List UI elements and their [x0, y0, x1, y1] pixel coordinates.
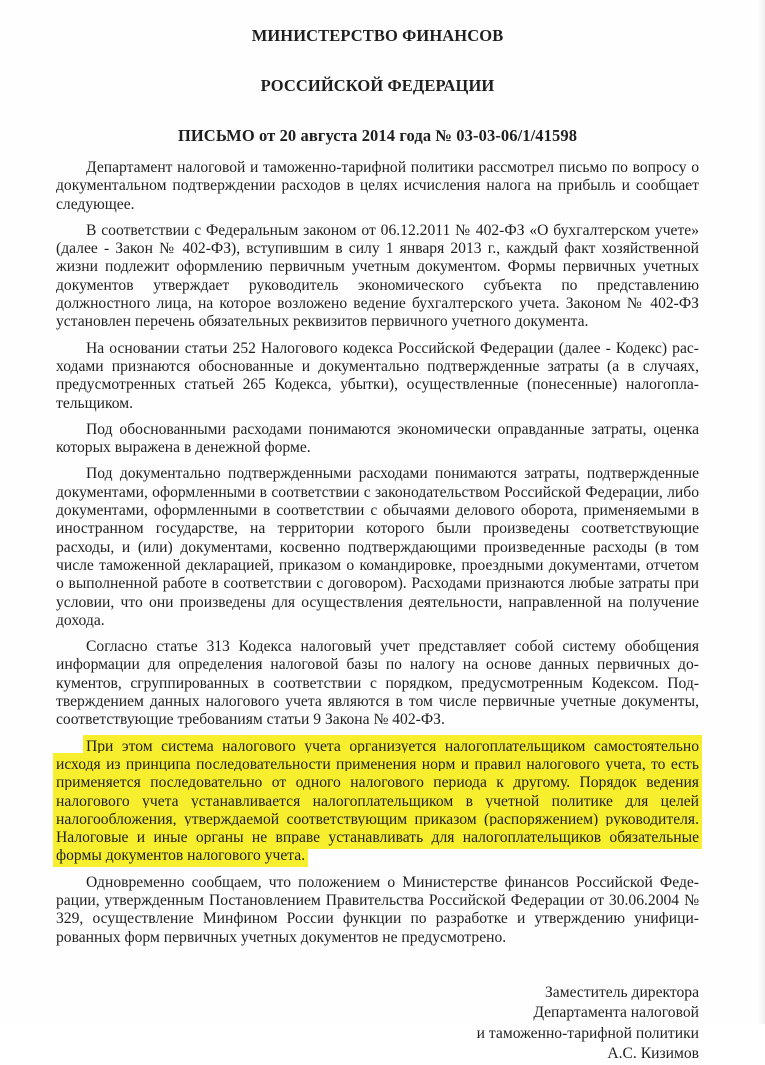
signature-position: Заместитель директора: [544, 983, 699, 1001]
highlighted-text: При этом система налогового учета организуется налогоплательщиком самостоятельно исходя из принципа последовательности применения норм и правил налогового учета, то есть применяется последовательно от одного налогового периода к другому. Порядок ведения налогового учета устанавливается налогоплательщиком в учетной политике для целей налогообложения, утверждаемой соответствующим приказом (распоряжением) руководителя. Налоговые и иные органы не вправе устанавливать для налогоплательщиков обязательные формы документов налогового учета.: [56, 737, 699, 865]
paragraph-justified-expenses: Под обоснованными расходами понимаются экономически оправданные затраты, оценка которых выражена в денежной форме.: [56, 420, 699, 457]
paragraph-closing: Одновременно сообщаем, что положением о Министерстве финансов Российской Федерации, утвержденным Постановлением Правительства Российской Федерации от 30.06.2004 № 329, осуществление Минфином России функции по разработке и утверждению унифицированных форм первичных учетных документов не предусмотрено.: [56, 873, 699, 946]
paragraph-intro: Департамент налоговой и таможенно-тарифной политики рассмотрел письмо по вопросу о документальном подтверждении расходов в целях исчисления налога на прибыль и сообщает следующее.: [56, 159, 699, 213]
paragraph-documented-expenses: Под документально подтвержденными расходами понимаются затраты, подтвержденные документами, оформленными в соответствии с законодательством Российской Федерации, либо документами, оформленными в соответствии с обычаями делового оборота, применяемыми в иностранном государстве, на территории которого были произведены соответствующие расходы, и (или) документами, косвенно подтверждающими произведенные расходы (в том числе таможенной декларацией, приказом о командировке, проездными документами, отчетом о выполненной работе в соответствии с договором). Расходами признаются любые затраты при условии, что они произведены для осуществления деятельности, направленной на получение дохода.: [56, 465, 699, 629]
highlighted-paragraph: [56, 738, 699, 866]
signature-department: Департамента налоговой: [533, 1004, 699, 1022]
federation-title: РОССИЙСКОЙ ФЕДЕРАЦИИ: [260, 76, 495, 95]
letter-title: ПИСЬМО от 20 августа 2014 года № 03-03-06/1/41598: [177, 126, 578, 145]
paragraph-law-402: В соответствии с Федеральным законом от 06.12.2011 № 402-ФЗ «О бухгалтерском учете» (далее - Закон № 402-ФЗ), вступившим в силу 1 января 2013 г., каждый факт хозяйственной жизни подлежит оформлению первичным учетным документом. Формы первичных учетных документов утверждает руководитель экономического субъекта по представлению должностного лица, на которое возложено ведение бухгалтерского учета. Законом № 402-ФЗ установлен перечень обязательных реквизитов первичного учетного документа.: [56, 221, 699, 331]
paragraph-article-313: Согласно статье 313 Кодекса налоговый учет представляет собой систему обобщения информации для определения налоговой базы по налогу на основе данных первичных документов, сгруппированных в соответствии с порядком, предусмотренным Кодексом. Подтверждением данных налогового учета являются в том числе первичные учетные документы, соответствующие требованиям статьи 9 Закона № 402-ФЗ.: [56, 638, 699, 729]
signature-department-cont: и таможенно-тарифной политики: [476, 1024, 699, 1042]
signatory-name: А.С. Кизимов: [607, 1045, 699, 1063]
ministry-title: МИНИСТЕРСТВО ФИНАНСОВ: [251, 26, 504, 45]
paragraph-article-252: На основании статьи 252 Налогового кодекса Российской Федерации (далее - Кодекс) расходами признаются обоснованные и документально подтвержденные затраты (а в случаях, предусмотренных статьей 265 Кодекса, убытки), осуществленные (понесенные) налогоплательщиком.: [56, 339, 699, 412]
